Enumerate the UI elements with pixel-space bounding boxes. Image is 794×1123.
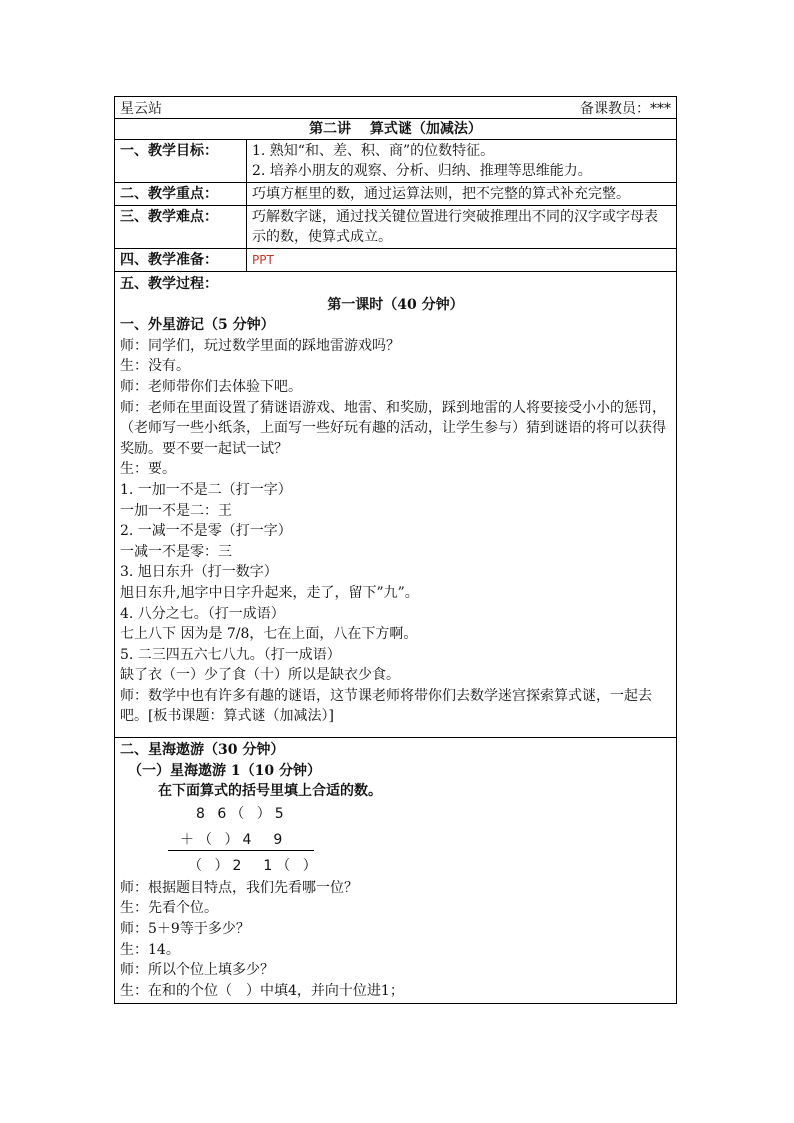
process-heading: 五、教学过程： bbox=[120, 276, 218, 292]
dialog-line: 师：老师带你们去体验下吧。 bbox=[120, 378, 302, 395]
section-title: 一、外星游记（5 分钟） bbox=[120, 317, 275, 334]
puzzle-line-2: ＋（ ）4 9 bbox=[180, 831, 287, 848]
process-body bbox=[115, 272, 676, 737]
dialog-line: 生：要。 bbox=[120, 461, 176, 478]
lesson-title-row bbox=[115, 119, 676, 140]
dialog-line: 生：先看个位。 bbox=[120, 900, 218, 917]
riddle-answer: 一减一不是零：三 bbox=[120, 543, 232, 560]
task-instruction: 在下面算式的括号里填上合适的数。 bbox=[158, 783, 382, 800]
info-row-keypoint bbox=[115, 183, 676, 206]
riddle-line: 1. 一加一不是二（打一字） bbox=[120, 481, 292, 498]
process-row bbox=[115, 272, 676, 738]
puzzle-sum-line bbox=[168, 850, 314, 851]
info-row-difficulty bbox=[115, 206, 676, 249]
dialog-line: 生：没有。 bbox=[120, 358, 190, 375]
info-label: 二、教学重点： bbox=[115, 183, 247, 205]
info-label: 一、教学目标： bbox=[115, 140, 247, 182]
info-label: 四、教学准备： bbox=[115, 249, 247, 271]
org-name: 星云站 bbox=[120, 100, 162, 117]
riddle-answer: 缺了衣（一）少了食（十）所以是缺衣少食。 bbox=[120, 667, 400, 684]
dialog-line: 师：根据题目特点，我们先看哪一位？ bbox=[120, 879, 358, 896]
riddle-line: 2. 一减一不是零（打一字） bbox=[120, 523, 292, 540]
subsection-title: （一）星海遨游 1（10 分钟） bbox=[128, 762, 321, 779]
riddle-answer: 一加一不是二：王 bbox=[120, 502, 232, 519]
header-row bbox=[115, 97, 676, 119]
info-value: 巧填方框里的数，通过运算法则，把不完整的算式补充完整。 bbox=[252, 186, 630, 202]
puzzle-line-1: 8 6（ ）5 bbox=[196, 805, 288, 822]
dialog-line: 师：数学中也有许多有趣的谜语，这节课老师将带你们去数学迷宫探索算式谜，一起去吧。[板书课题：算式谜（加减法）] bbox=[120, 687, 652, 725]
info-value: PPT bbox=[252, 253, 274, 267]
section-title: 二、星海遨游（30 分钟） bbox=[120, 742, 285, 759]
dialog-line: 师：老师在里面设置了猜谜语游戏、地雷、和奖励，踩到地雷的人将要接受小小的惩罚，（老师写一些小纸条，上面写一些好玩有趣的活动，让学生参与）猜到谜语的将可以获得奖励。要不要一起试一试？ bbox=[120, 399, 666, 457]
puzzle-line-3: （ ）2 1（ ） bbox=[188, 857, 321, 874]
dialog-line: 师：5＋9等于多少？ bbox=[120, 921, 250, 938]
info-label: 三、教学难点： bbox=[115, 206, 247, 248]
riddle-line: 5. 二三四五六七八九。（打一成语） bbox=[120, 646, 341, 663]
process-body-2 bbox=[115, 738, 676, 1003]
info-row-prep bbox=[115, 249, 676, 272]
lesson-plan-table bbox=[114, 96, 677, 1004]
teacher-name: 备课教员：*** bbox=[580, 100, 671, 117]
riddle-answer: 七上八下 因为是 7/8，七在上面，八在下方啊。 bbox=[120, 626, 418, 643]
riddle-answer: 旭日东升,旭字中日字升起来，走了，留下”九”。 bbox=[120, 584, 419, 601]
info-row-goals bbox=[115, 140, 676, 183]
lesson-title: 第二讲 算式谜（加减法） bbox=[309, 121, 482, 137]
dialog-line: 师：同学们，玩过数学里面的踩地雷游戏吗？ bbox=[120, 337, 400, 354]
process-row-2 bbox=[115, 738, 676, 1003]
info-line: 2. 培养小朋友的观察、分析、归纳、推理等思维能力。 bbox=[252, 163, 592, 179]
dialog-line: 生：在和的个位（ ）中填4，并向十位进1； bbox=[120, 982, 404, 999]
riddle-line: 4. 八分之七。（打一成语） bbox=[120, 605, 285, 622]
info-value bbox=[247, 140, 676, 182]
riddle-line: 3. 旭日东升（打一数字） bbox=[120, 564, 278, 581]
info-value: 巧解数字谜，通过找关键位置进行突破推理出不同的汉字或字母表示的数，使算式成立。 bbox=[252, 209, 658, 245]
dialog-line: 师：所以个位上填多少？ bbox=[120, 962, 274, 979]
addition-puzzle bbox=[120, 804, 671, 876]
period-title: 第一课时（40 分钟） bbox=[327, 296, 464, 313]
dialog-line: 生：14。 bbox=[120, 941, 180, 958]
info-line: 1. 熟知“和、差、积、商”的位数特征。 bbox=[252, 143, 495, 159]
